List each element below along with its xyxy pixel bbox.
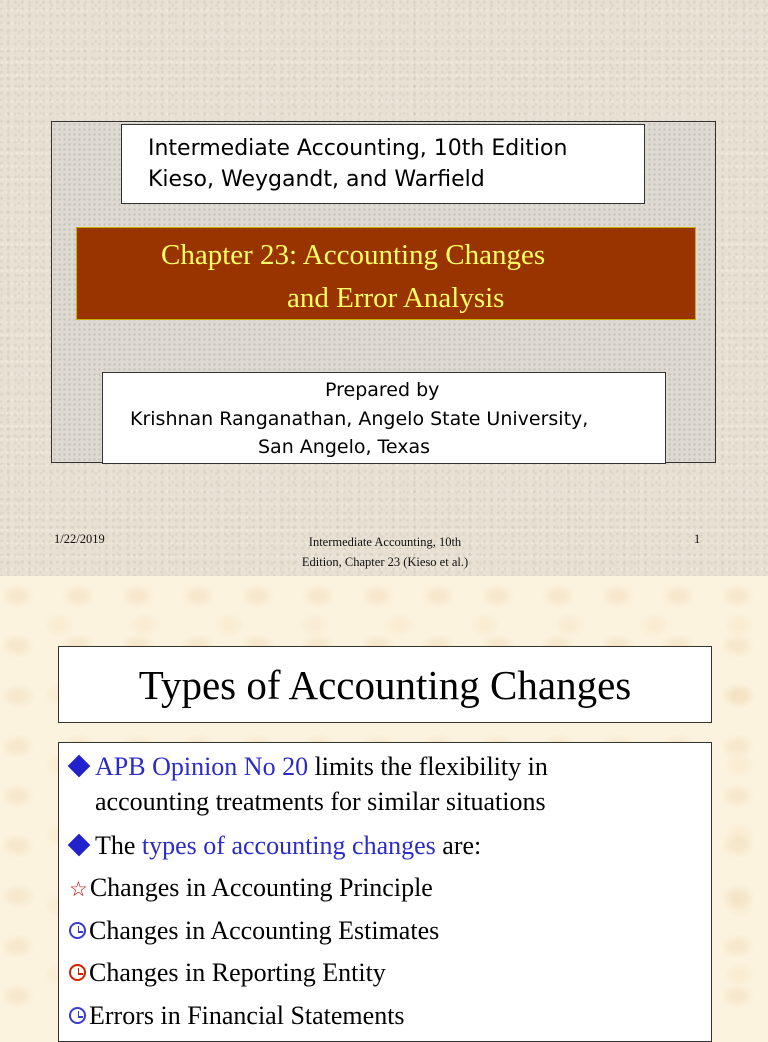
clock-icon (69, 922, 86, 939)
list-item (69, 915, 439, 947)
clock-icon (69, 1007, 86, 1024)
list-item-label: Changes in Reporting Entity (89, 958, 386, 987)
bullet-1-text: limits the flexibility in (308, 752, 548, 781)
bullet-1-continuation: accounting treatments for similar situations (95, 787, 546, 816)
footer-date: 1/22/2019 (54, 532, 105, 546)
chapter-title-line2: and Error Analysis (287, 282, 505, 314)
bullet-1 (65, 751, 548, 783)
star-icon: ☆ (69, 877, 88, 901)
book-title: Intermediate Accounting, 10th Edition (148, 136, 568, 161)
book-authors: Kieso, Weygandt, and Warfield (148, 167, 485, 192)
content-box (58, 742, 712, 1042)
list-item (69, 957, 386, 989)
chapter-title-line1: Chapter 23: Accounting Changes (161, 239, 546, 271)
footer-title-line2: Edition, Chapter 23 (Kieso et al.) (301, 555, 469, 569)
footer-title (250, 532, 520, 572)
diamond-bullet-icon (68, 755, 91, 778)
list-item-label: Changes in Accounting Principle (89, 873, 433, 902)
bullet-2 (65, 830, 481, 862)
bullet-2-highlight: types of accounting changes (141, 831, 436, 860)
slide-heading: Types of Accounting Changes (138, 662, 632, 708)
chapter-title-box (76, 227, 696, 320)
book-title-box (121, 124, 645, 204)
footer-title-line1: Intermediate Accounting, 10th (308, 535, 462, 549)
list-item (69, 1000, 405, 1032)
list-item (69, 872, 433, 905)
prepared-by-label: Prepared by (325, 379, 440, 401)
bullet-2-post: are: (435, 831, 482, 860)
prepared-by-box (102, 372, 666, 464)
footer-page-number: 1 (694, 532, 701, 546)
bullet-1-highlight: APB Opinion No 20 (95, 752, 309, 781)
slide-heading-box (58, 646, 712, 723)
preparer-location: San Angelo, Texas (258, 436, 431, 458)
clock-icon (69, 964, 86, 981)
list-item-label: Errors in Financial Statements (89, 1001, 405, 1030)
bullet-2-pre: The (95, 831, 142, 860)
preparer-name: Krishnan Ranganathan, Angelo State University, (130, 408, 589, 430)
list-item-label: Changes in Accounting Estimates (89, 916, 440, 945)
diamond-bullet-icon (68, 834, 91, 857)
